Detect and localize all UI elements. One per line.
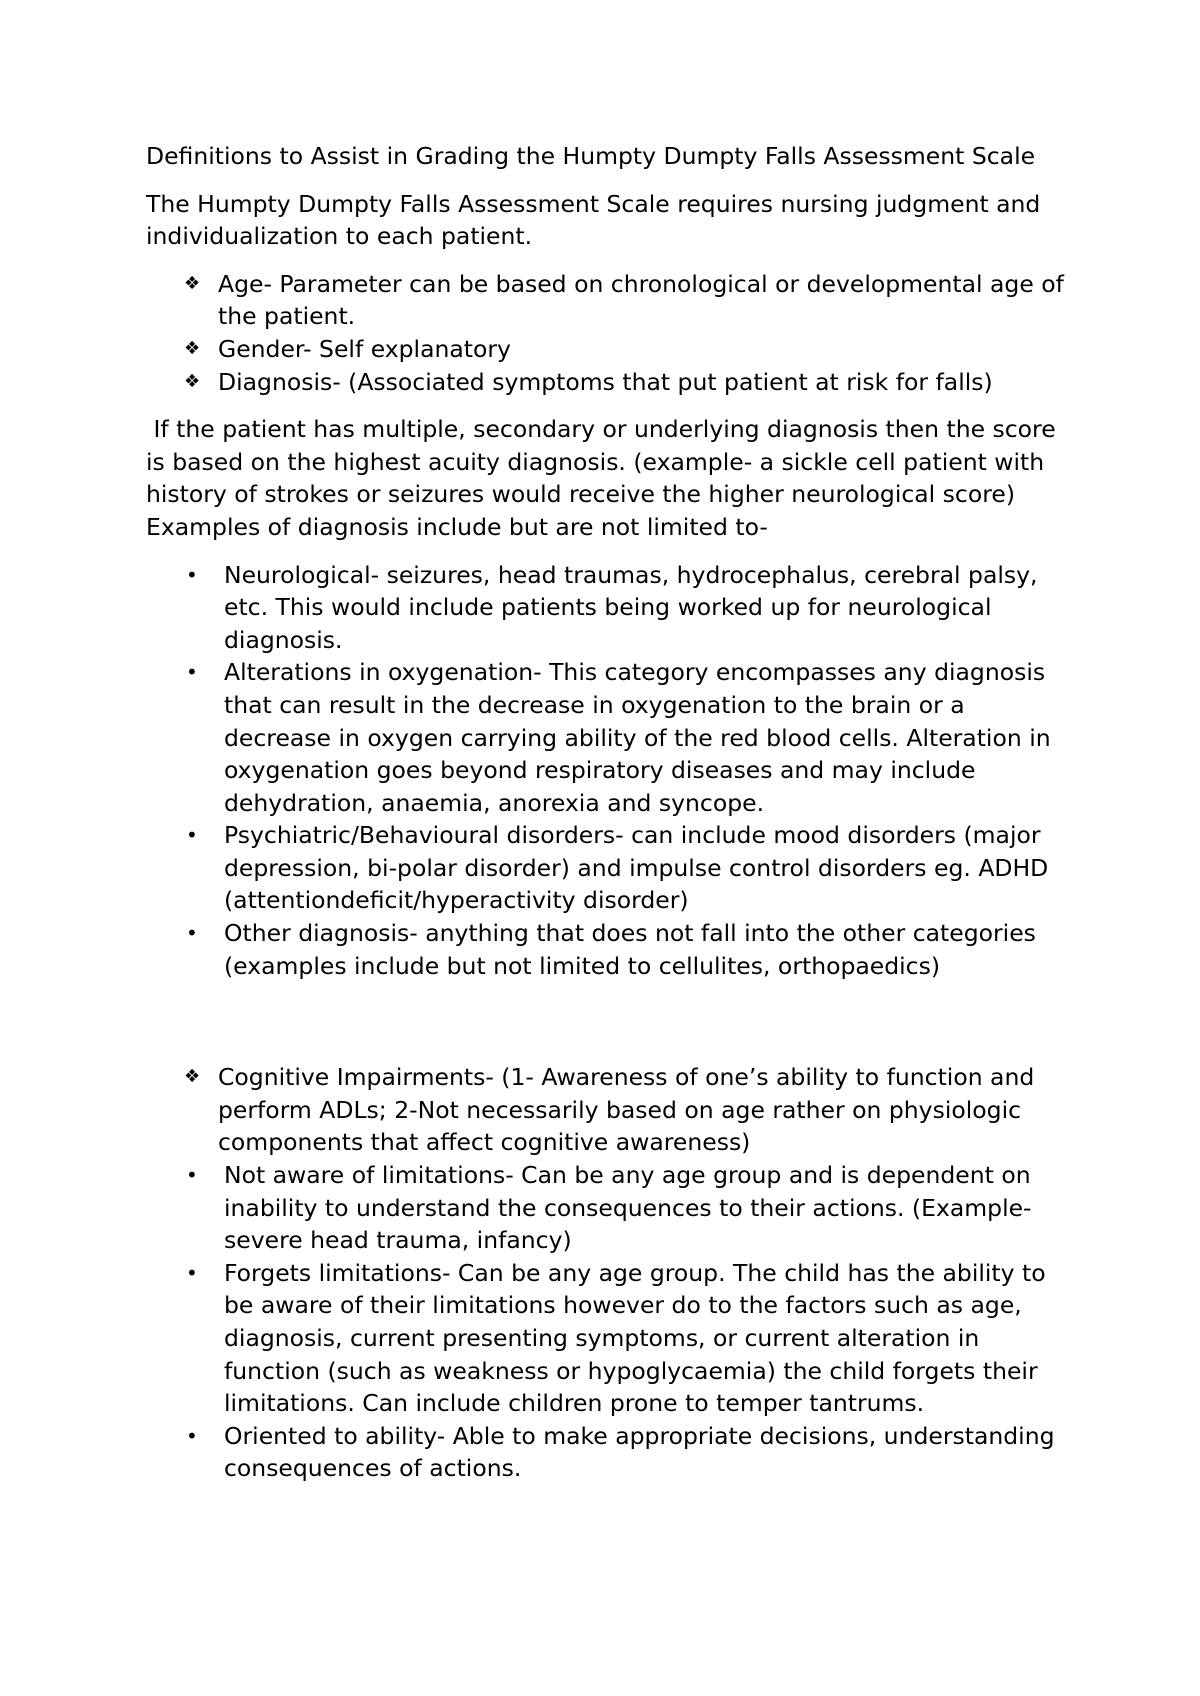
diamond-bullet-icon: ❖ [184, 370, 201, 392]
list-item-text: Cognitive Impairments- (1- Awareness of one’s ability to function and perform ADLs; 2-Not necessarily based on age rather on physiologic components that affect cognitive awareness) [218, 1063, 1035, 1157]
list-item-text: Gender- Self explanatory [218, 334, 511, 363]
list-item-text: Forgets limitations- Can be any age group. The child has the ability to be aware of their limitations however do to the factors such as age, diagnosis, current presenting symptoms, or current alteration in function (such as weakness or hypoglycaemia) the child forgets their limitations. Can include children prone to temper tantrums. [224, 1258, 1046, 1418]
list-item-text: Psychiatric/Behavioural disorders- can include mood disorders (major depression, bi-polar disorder) and impulse control disorders eg. ADHD (attentiondeficit/hyperactivity disorder) [224, 821, 1049, 915]
bullet-icon: • [186, 1260, 198, 1285]
list-item [146, 917, 1076, 982]
diamond-bullet-icon: ❖ [184, 337, 201, 359]
diagnosis-paragraph: If the patient has multiple, secondary or underlying diagnosis then the score is based on the highest acuity diagnosis. (example- a sickle cell patient with history of strokes or seizures would receive the higher neurological score) Examples of diagnosis include but are not limited to- [146, 415, 1064, 541]
blank-spacer [146, 997, 1076, 1061]
diagnosis-examples-list [146, 559, 1076, 983]
list-item [146, 1257, 1076, 1420]
diamond-bullet-icon: ❖ [184, 1066, 201, 1088]
list-item [146, 819, 1076, 917]
list-item-text: Alterations in oxygenation- This category encompasses any diagnosis that can result in the decrease in oxygenation to the brain or a decrease in oxygen carrying ability of the red blood cells. Alteration in oxygenation goes beyond respiratory diseases and may include dehydration, anaemia, anorexia and syncope. [224, 658, 1051, 817]
list-item [146, 1420, 1076, 1485]
list-item [146, 559, 1076, 657]
list-item [146, 1061, 1076, 1159]
bullet-icon: • [186, 562, 198, 587]
main-criteria-list [146, 268, 1076, 398]
document-title: Definitions to Assist in Grading the Humpty Dumpty Falls Assessment Scale [146, 142, 1036, 170]
list-item [146, 333, 1076, 366]
list-item [146, 268, 1076, 333]
diamond-bullet-icon: ❖ [184, 272, 201, 294]
bullet-icon: • [186, 1163, 198, 1188]
bullet-icon: • [186, 823, 198, 848]
list-item-text: Not aware of limitations- Can be any age group and is dependent on inability to understand the consequences to their actions. (Example- severe head trauma, infancy) [224, 1161, 1032, 1255]
cognitive-list [146, 1061, 1076, 1159]
intro-paragraph: The Humpty Dumpty Falls Assessment Scale requires nursing judgment and individualization to each patient. [146, 189, 1041, 251]
bullet-icon: • [186, 921, 198, 946]
list-item-text: Diagnosis- (Associated symptoms that put patient at risk for falls) [218, 367, 993, 396]
bullet-icon: • [186, 660, 198, 685]
document-page [146, 140, 1076, 1485]
list-item [146, 1159, 1076, 1257]
list-item-text: Age- Parameter can be based on chronological or developmental age of the patient. [218, 269, 1064, 331]
list-item-text: Oriented to ability- Able to make appropriate decisions, understanding consequences of actions. [224, 1421, 1055, 1483]
bullet-icon: • [186, 1423, 198, 1448]
list-item-text: Other diagnosis- anything that does not fall into the other categories (examples include but not limited to cellulites, orthopaedics) [224, 919, 1036, 980]
list-item-text: Neurological- seizures, head traumas, hydrocephalus, cerebral palsy, etc. This would include patients being worked up for neurological diagnosis. [224, 560, 1038, 654]
list-item [146, 366, 1076, 399]
list-item [146, 656, 1076, 819]
cognitive-subitems-list [146, 1159, 1076, 1485]
